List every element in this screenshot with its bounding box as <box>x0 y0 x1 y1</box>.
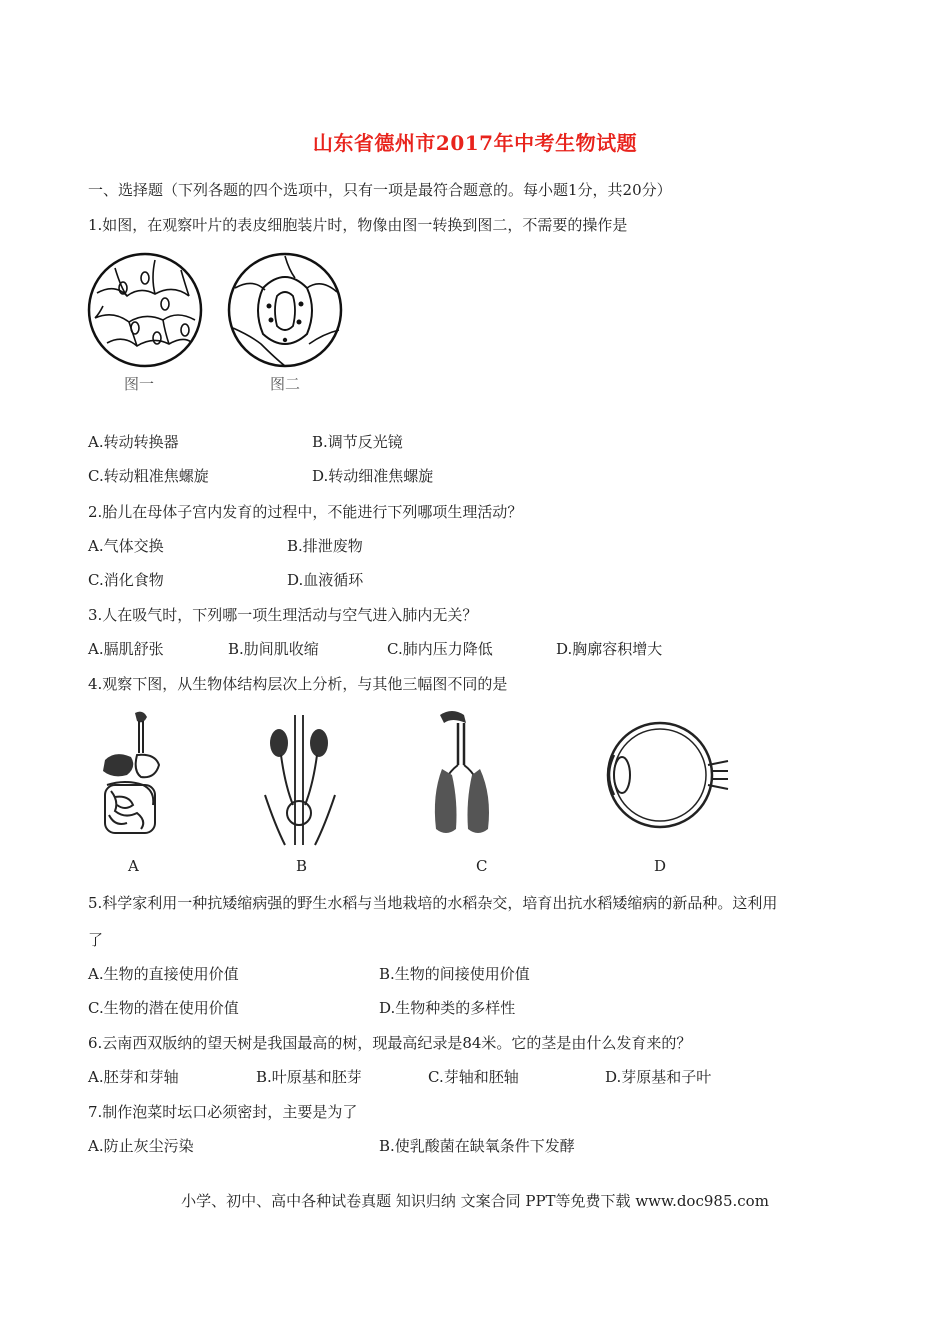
microscope-view-1-image <box>89 254 201 366</box>
q7-option-a: A.防止灰尘污染 <box>88 1137 194 1155</box>
question-6-stem: 6.云南西双版纳的望天树是我国最高的树，现最高纪录是84米。它的茎是由什么发育来的？ <box>88 1034 692 1052</box>
page-title: 山东省德州市2017年中考生物试题 <box>312 131 638 155</box>
urinary-system-image <box>265 715 335 845</box>
digestive-system-image <box>103 712 159 833</box>
question-3-stem: 3.人在吸气时，下列哪一项生理活动与空气进入肺内无关？ <box>88 606 478 624</box>
q6-option-c: C.芽轴和胚轴 <box>428 1068 519 1086</box>
q1-option-d: D.转动细准焦螺旋 <box>312 467 434 485</box>
section-header: 一、选择题（下列各题的四个选项中，只有一项是最符合题意的。每小题1分，共20分） <box>88 181 672 199</box>
q1-option-c: C.转动粗准焦螺旋 <box>88 467 209 485</box>
question-1-stem: 1.如图，在观察叶片的表皮细胞装片时，物像由图一转换到图二，不需要的操作是 <box>88 216 628 234</box>
q2-option-d: D.血液循环 <box>287 571 364 589</box>
question-7-stem: 7.制作泡菜时坛口必须密封，主要是为了 <box>88 1103 358 1121</box>
q3-option-c: C.肺内压力降低 <box>387 640 493 658</box>
q6-option-a: A.胚芽和芽轴 <box>88 1068 179 1086</box>
q4-label-b: B <box>296 857 308 875</box>
respiratory-system-image <box>435 711 489 833</box>
q5-option-b: B.生物的间接使用价值 <box>379 965 530 983</box>
q5-option-d: D.生物种类的多样性 <box>379 999 516 1017</box>
question-4-stem: 4.观察下图，从生物体结构层次上分析，与其他三幅图不同的是 <box>88 675 508 693</box>
organ-figures <box>85 705 745 850</box>
q1-option-a: A.转动转换器 <box>88 433 179 451</box>
q7-option-b: B.使乳酸菌在缺氧条件下发酵 <box>379 1137 575 1155</box>
microscope-view-2-image <box>229 254 341 366</box>
q6-option-b: B.叶原基和胚芽 <box>256 1068 362 1086</box>
q4-label-a: A <box>128 857 139 875</box>
question-5-stem-line2: 了 <box>88 931 104 949</box>
page-footer: 小学、初中、高中各种试卷真题 知识归纳 文案合同 PPT等免费下载 www.doc985.com <box>181 1192 769 1210</box>
eyeball-image <box>608 723 728 827</box>
q5-option-c: C.生物的潜在使用价值 <box>88 999 239 1017</box>
q4-label-c: C <box>476 857 488 875</box>
q4-label-d: D <box>654 857 667 875</box>
q3-option-a: A.膈肌舒张 <box>88 640 164 658</box>
q6-option-d: D.芽原基和子叶 <box>605 1068 712 1086</box>
q2-option-b: B.排泄废物 <box>287 537 363 555</box>
q3-option-d: D.胸廓容积增大 <box>556 640 663 658</box>
q1-option-b: B.调节反光镜 <box>312 433 403 451</box>
question-5-stem-line1: 5.科学家利用一种抗矮缩病强的野生水稻与当地栽培的水稻杂交，培育出抗水稻矮缩病的新品种。这利用 <box>88 894 778 912</box>
question-2-stem: 2.胎儿在母体子宫内发育的过程中，不能进行下列哪项生理活动？ <box>88 503 523 521</box>
q5-option-a: A.生物的直接使用价值 <box>88 965 239 983</box>
q3-option-b: B.肋间肌收缩 <box>228 640 319 658</box>
q2-option-a: A.气体交换 <box>88 537 164 555</box>
q2-option-c: C.消化食物 <box>88 571 164 589</box>
figure-label-2: 图二 <box>270 375 301 393</box>
figure-label-1: 图一 <box>124 375 155 393</box>
